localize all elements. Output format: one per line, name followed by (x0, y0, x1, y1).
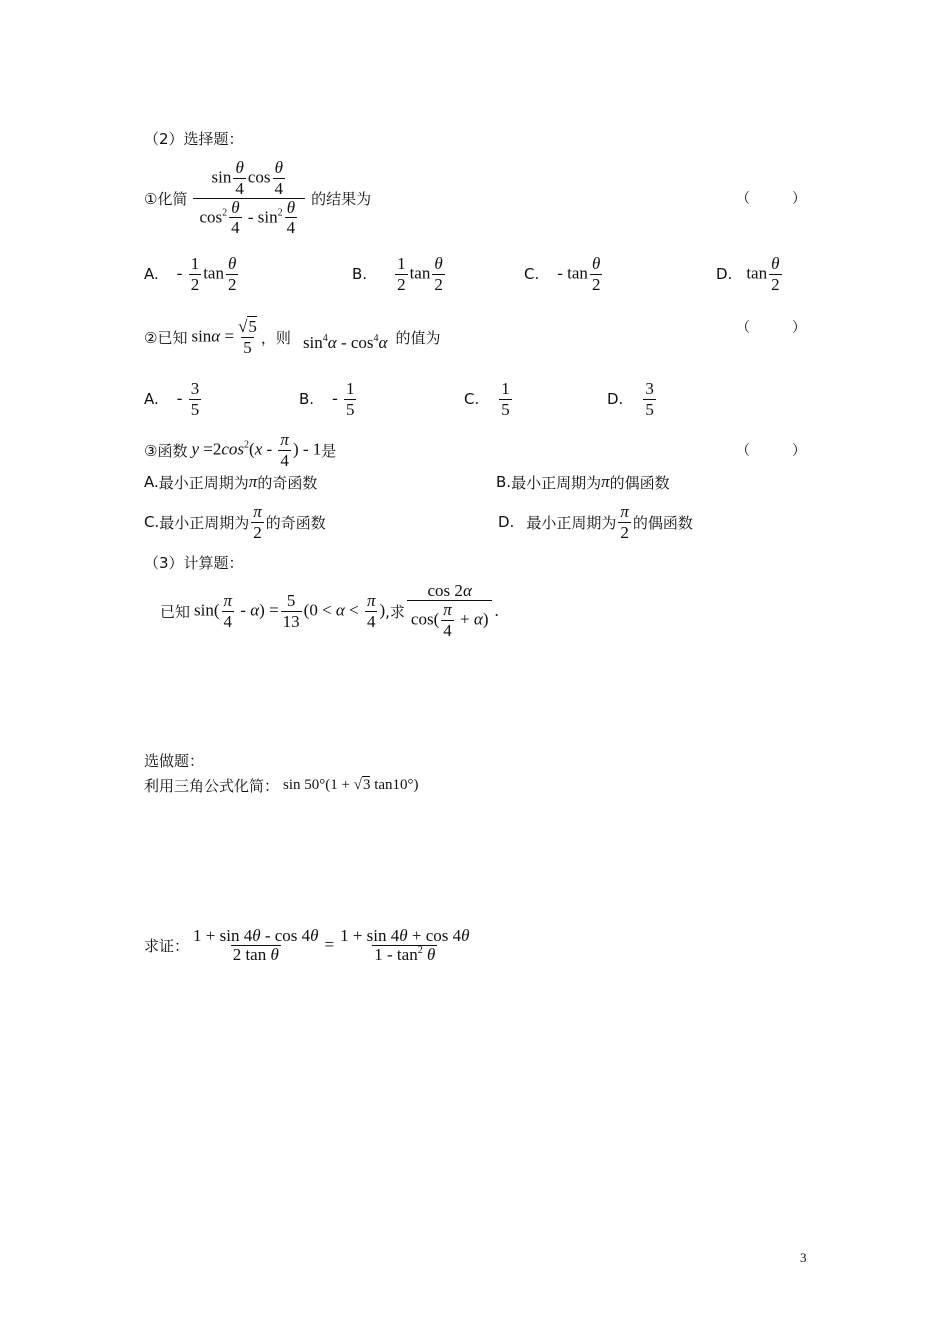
calculation-target: cos 2α cos( $\frac{\pi}{4}$ + α) (407, 582, 493, 640)
option-label: B. (299, 390, 315, 408)
option-period: π (248, 472, 258, 491)
option-text: 的奇函数 (265, 513, 326, 532)
page-number: 3 (800, 1250, 807, 1265)
optional-task (144, 773, 419, 797)
question-3-function: $y =2\cos^2(x$ - $\frac{\pi}{4}$ ) - 1 (191, 429, 322, 470)
optional-heading: 选做题： (144, 752, 205, 770)
option-label: A. (144, 473, 159, 491)
option-label: C. (524, 265, 540, 283)
option-text: 最小正周期为 (159, 513, 250, 532)
answer-blank-3[interactable]: （ ） (736, 443, 806, 459)
optional-task-label: 利用三角公式化简： (144, 776, 280, 795)
option-label: C. (464, 390, 480, 408)
question-1-suffix: 的结果为 (311, 189, 372, 208)
answer-blank-1[interactable]: （ ） (736, 191, 806, 207)
option-period: π (601, 472, 610, 491)
q1-option-d[interactable]: D. tan $\frac{\theta}{2}$ (716, 253, 780, 294)
proof-problem: 求证： $\frac{1 + \sin 4\theta - \cos 4\theta}{\text{2 tan θ}}$ = $\frac{1 + \sin 4\theta + \cos 4\theta}{1 - \tan^2 \theta}$ (144, 925, 470, 964)
q3-option-c[interactable] (144, 498, 326, 546)
question-1-expression: sin $\frac{\theta}{4}$ cos $\frac{\theta}{4}$ $\cos^2$ $\frac{\theta}{4}$ - $\sin^2$ $\frac{\theta}{4}$ (193, 159, 305, 237)
question-3-label: ③函数 (144, 441, 188, 460)
question-1-label: ①化简 (144, 189, 188, 208)
option-text: 的奇函数 (257, 473, 318, 492)
option-label: A. (144, 390, 159, 408)
option-label: D. (716, 265, 733, 283)
option-label: C. (144, 513, 160, 531)
question-2-condition: sinα = $\frac{√5}{5}$ (191, 316, 257, 357)
option-label: D. (607, 390, 624, 408)
section-heading-calculation: （3）计算题： (144, 554, 244, 572)
question-2-label: ②已知 (144, 328, 188, 347)
q3-option-a[interactable] (144, 470, 317, 494)
q2-option-a[interactable]: A. - $\frac{3}{5}$ (144, 378, 200, 419)
calculation-period: . (494, 601, 499, 620)
option-label: A. (144, 265, 159, 283)
q2-option-b[interactable]: B. - $\frac{1}{5}$ (299, 378, 355, 419)
proof-rhs: $\frac{1 + \sin 4\theta + \cos 4\theta}{1 - \tan^2 \theta}$ (340, 925, 470, 964)
option-text: 最小正周期为 (526, 513, 617, 532)
question-2 (144, 312, 441, 362)
option-period: $\frac{\pi}{2}$ (620, 501, 629, 542)
option-label: B. (352, 265, 368, 283)
question-2-comma: ，则 (260, 328, 291, 347)
optional-expression: sin 50°(1 + √3 tan10°) (283, 776, 419, 793)
option-label: B. (496, 473, 512, 491)
option-text: 的偶函数 (632, 513, 693, 532)
question-3-suffix: 是 (321, 441, 337, 460)
calculation-known-label: 已知 (160, 602, 191, 621)
question-2-suffix: 的值为 (395, 328, 441, 347)
q1-option-a[interactable]: A. - $\frac{1}{2}$ tan $\frac{\theta}{2}$ (144, 253, 237, 294)
option-text: 的偶函数 (609, 473, 670, 492)
proof-label: 求证： (144, 936, 190, 955)
option-text: 最小正周期为 (158, 473, 249, 492)
question-1 (144, 152, 371, 244)
q3-option-b[interactable] (496, 470, 670, 494)
calculation-ask: ,求 (385, 602, 405, 621)
calculation-problem (160, 578, 499, 644)
option-label: D. (498, 513, 515, 531)
question-3 (144, 426, 336, 474)
q2-option-d[interactable]: D. $\frac{3}{5}$ (607, 378, 654, 419)
question-2-expression: $\sin^4\alpha - \cos^4\alpha$ (302, 333, 388, 352)
option-period: $\frac{\pi}{2}$ (253, 501, 262, 542)
section-heading-choice: （2）选择题： (144, 130, 244, 148)
q3-option-d[interactable] (498, 498, 693, 546)
option-text: 最小正周期为 (511, 473, 602, 492)
q1-option-b[interactable]: B. $\frac{1}{2}$ tan $\frac{\theta}{2}$ (352, 253, 443, 294)
calculation-given: sin( $\frac{\pi}{4}$ - α) = $\frac{5}{13}$ (0 < α < $\frac{\pi}{4}$ ) (194, 590, 386, 631)
q1-option-c[interactable]: C. - tan $\frac{\theta}{2}$ (524, 253, 601, 294)
answer-blank-2[interactable]: （ ） (736, 320, 806, 336)
q2-option-c[interactable]: C. $\frac{1}{5}$ (464, 378, 510, 419)
proof-lhs: $\frac{1 + \sin 4\theta - \cos 4\theta}{\text{2 tan θ}}$ (193, 925, 319, 964)
